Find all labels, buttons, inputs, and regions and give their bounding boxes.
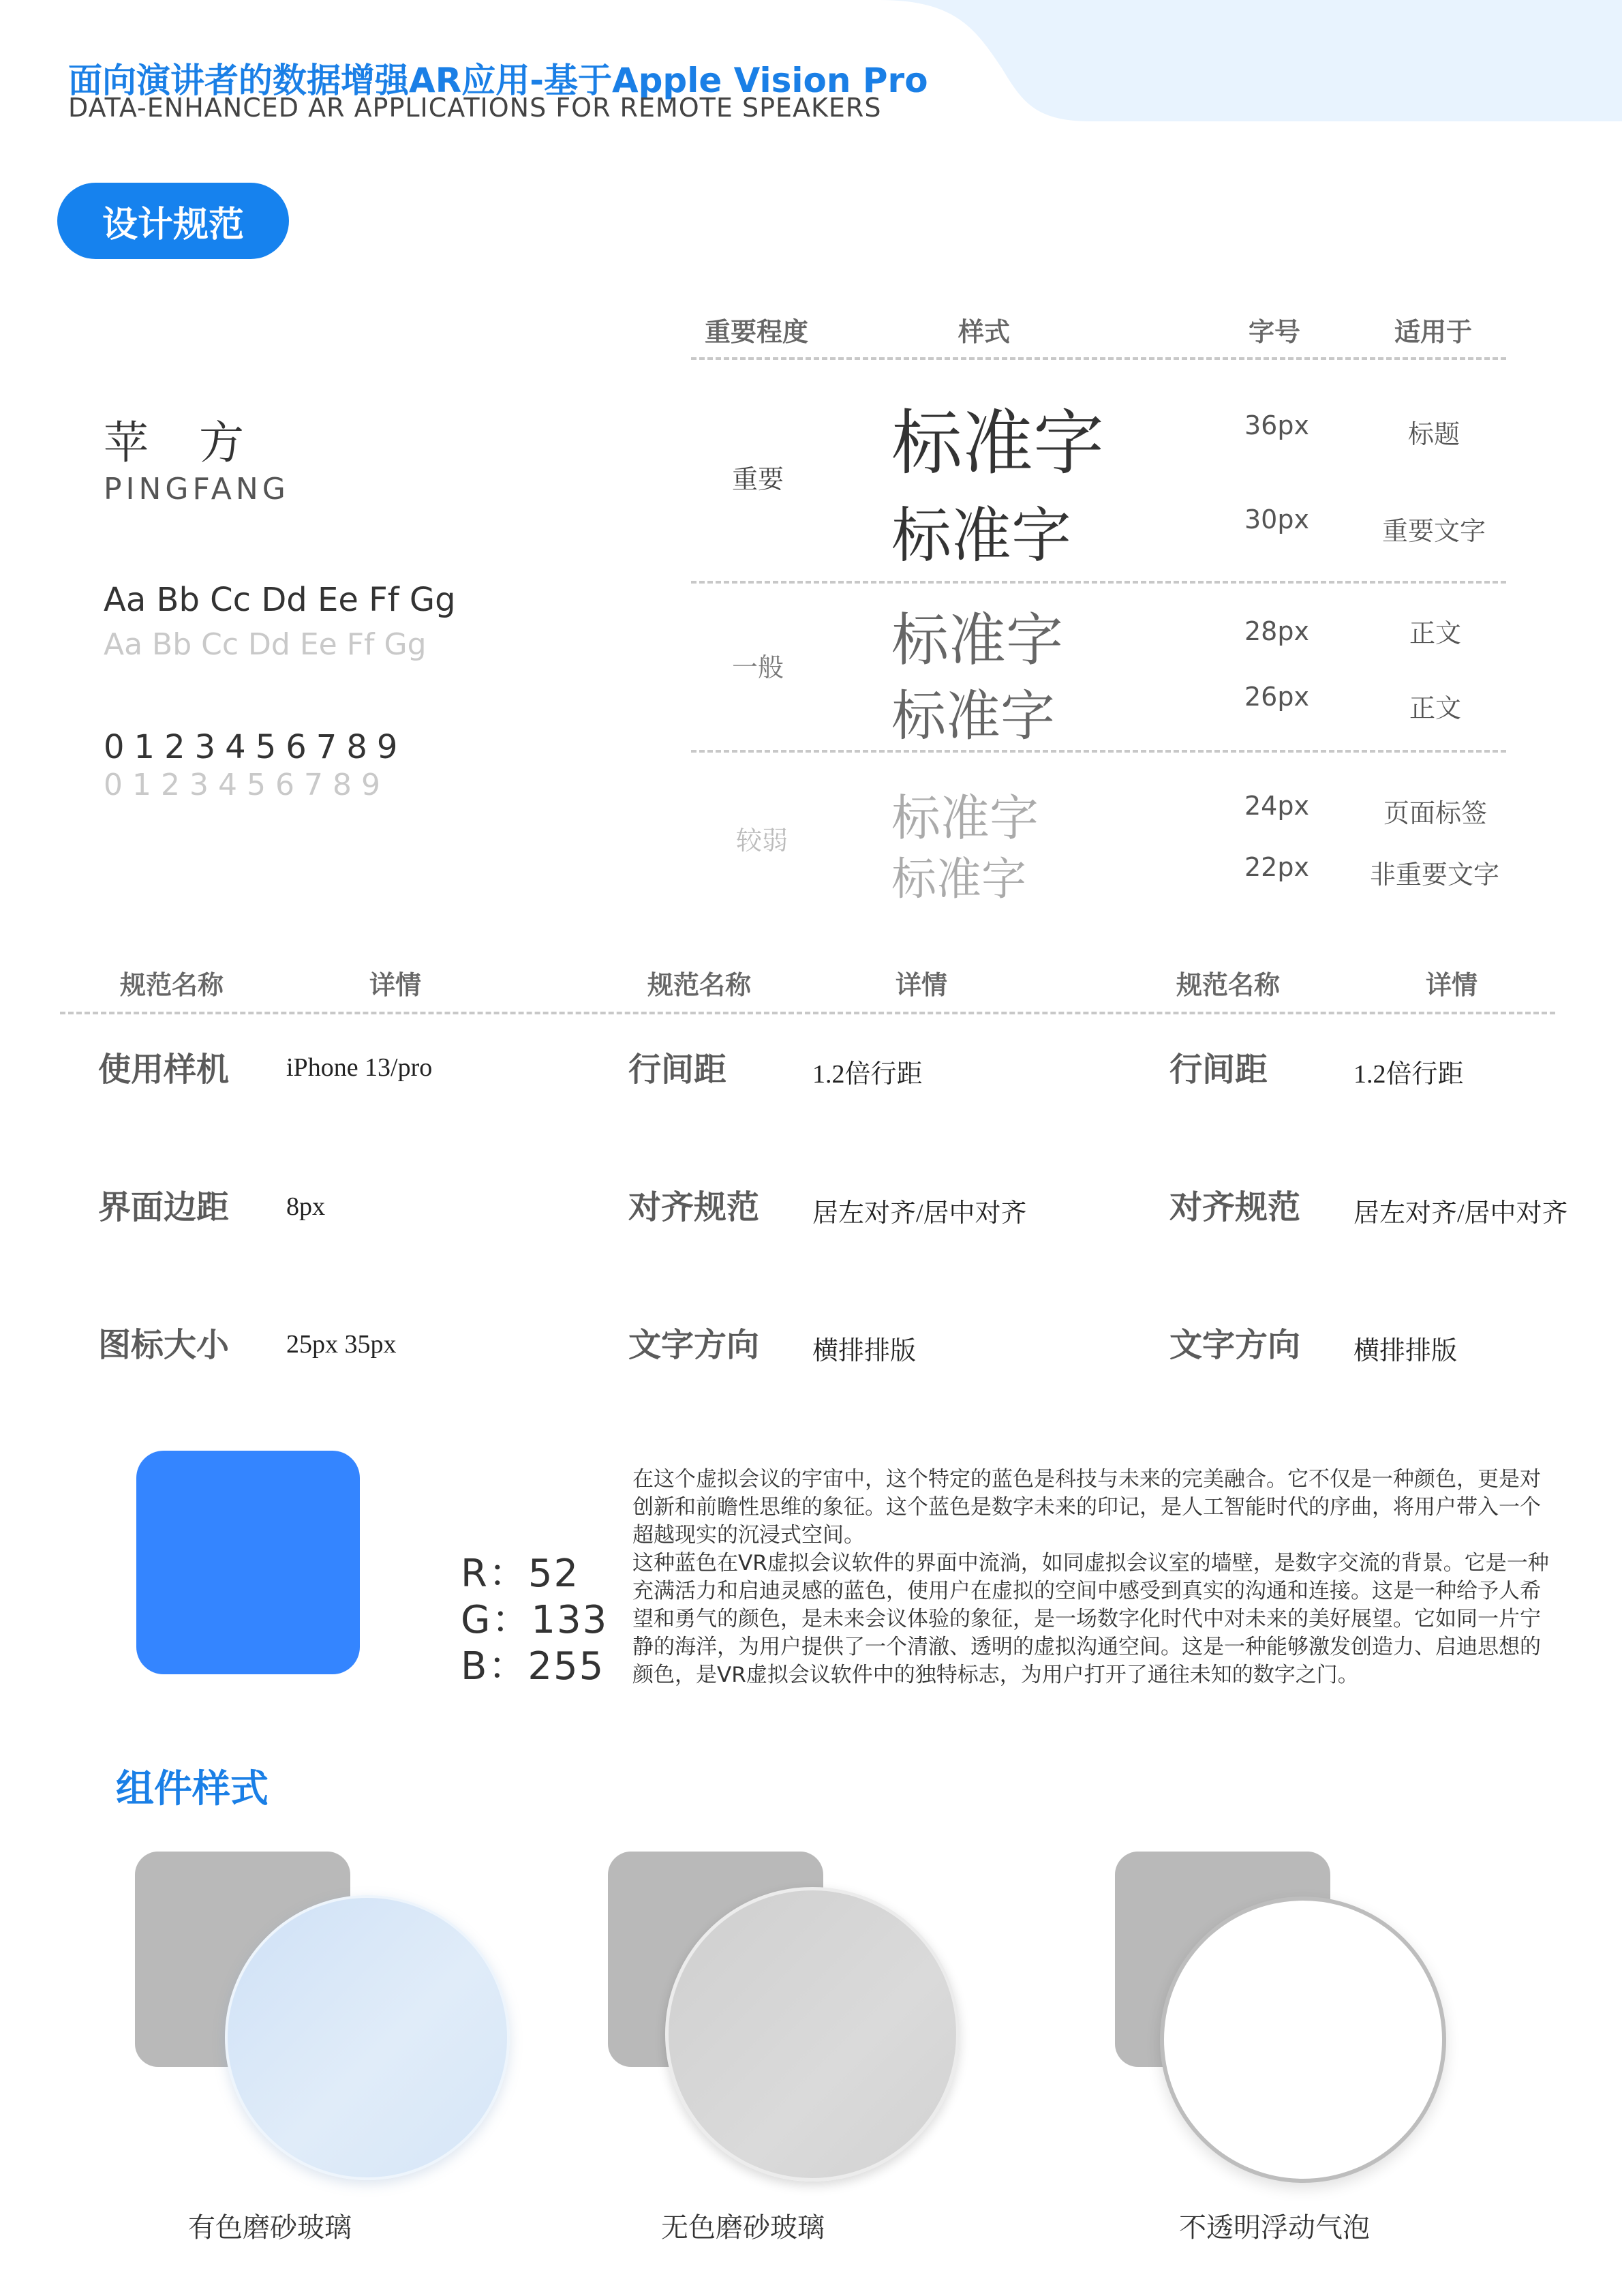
color-description-2: 这种蓝色在VR虚拟会议软件的界面中流淌，如同虚拟会议室的墙壁，是数字交流的背景。它是一种充满活力和启迪灵感的蓝色，使用户在虚拟的空间中感受到真实的沟通和连接。这是一种给予人希望和勇气的颜色，是未来会议体验的象征，是一场数字化时代中对未来的美好展望。它如同一片宁静的海洋，为用户提供了一个清澈、透明的虚拟沟通空间。这是一种能够激发创造力、启迪思想的颜色，是VR虚拟会议软件中的独特标志，为用户打开了通往未知的数字之门。 bbox=[632, 1551, 1549, 1687]
size-30: 30px bbox=[1244, 504, 1309, 534]
spec-name: 图标大小 bbox=[98, 1326, 230, 1364]
alphabet-sample-light: Aa Bb Cc Dd Ee Ff Gg bbox=[104, 627, 427, 662]
use-28: 正文 bbox=[1409, 618, 1462, 648]
spec-name: 使用样机 bbox=[98, 1051, 230, 1089]
spec-name: 界面边距 bbox=[98, 1188, 230, 1226]
use-24: 页面标签 bbox=[1383, 798, 1488, 828]
size-22: 22px bbox=[1244, 852, 1309, 882]
use-36: 标题 bbox=[1408, 419, 1460, 449]
type-divider bbox=[691, 750, 1506, 753]
spec-header-detail-2: 详情 bbox=[896, 970, 948, 1000]
spec-name: 行间距 bbox=[1169, 1051, 1268, 1089]
design-spec-badge: 设计规范 bbox=[57, 183, 289, 259]
sample-36: 标准字 bbox=[891, 402, 1105, 485]
level-important: 重要 bbox=[732, 464, 784, 494]
spec-name: 文字方向 bbox=[628, 1326, 760, 1364]
rgb-blue: B：255 bbox=[461, 1644, 605, 1689]
use-26: 正文 bbox=[1409, 693, 1462, 723]
spec-name: 对齐规范 bbox=[1169, 1188, 1301, 1226]
page-title: 面向演讲者的数据增强AR应用-基于Apple Vision Pro bbox=[68, 61, 928, 100]
sample-22: 标准字 bbox=[891, 853, 1026, 905]
sample-26: 标准字 bbox=[891, 684, 1055, 748]
clear-frosted-glass-circle bbox=[665, 1887, 960, 2181]
use-22: 非重要文字 bbox=[1370, 860, 1500, 890]
spec-name: 对齐规范 bbox=[628, 1188, 760, 1226]
spec-detail: 横排排版 bbox=[812, 1337, 917, 1365]
sample-28: 标准字 bbox=[891, 607, 1064, 674]
type-divider bbox=[691, 581, 1506, 584]
size-36: 36px bbox=[1244, 410, 1309, 440]
use-30: 重要文字 bbox=[1382, 516, 1486, 546]
spec-detail: 横排排版 bbox=[1353, 1337, 1458, 1365]
type-header-importance: 重要程度 bbox=[705, 317, 809, 347]
spec-detail: 8px bbox=[286, 1192, 325, 1221]
color-description-1: 在这个虚拟会议的宇宙中，这个特定的蓝色是科技与未来的完美融合。它不仅是一种颜色，更是对创新和前瞻性思维的象征。这个蓝色是数字未来的印记，是人工智能时代的序曲，将用户带入一个超越现实的沉浸式空间。 bbox=[632, 1467, 1541, 1547]
component-label-opaque: 不透明浮动气泡 bbox=[1179, 2212, 1370, 2244]
spec-name: 行间距 bbox=[628, 1051, 727, 1089]
spec-header-detail-1: 详情 bbox=[369, 970, 422, 1000]
type-divider bbox=[691, 357, 1506, 360]
type-header-usage: 适用于 bbox=[1394, 317, 1473, 347]
spec-header-name-2: 规范名称 bbox=[647, 970, 752, 1000]
spec-detail: iPhone 13/pro bbox=[286, 1053, 433, 1082]
sample-24: 标准字 bbox=[891, 789, 1039, 847]
spec-detail: 1.2倍行距 bbox=[812, 1060, 923, 1089]
size-28: 28px bbox=[1244, 616, 1309, 646]
spec-header-name-3: 规范名称 bbox=[1176, 970, 1281, 1000]
spec-detail: 居左对齐/居中对齐 bbox=[812, 1199, 1027, 1228]
type-header-size: 字号 bbox=[1249, 317, 1301, 347]
spec-header-detail-3: 详情 bbox=[1426, 970, 1478, 1000]
component-label-clear: 无色磨砂玻璃 bbox=[661, 2212, 825, 2244]
rgb-red: R：52 bbox=[461, 1552, 580, 1596]
component-label-tinted: 有色磨砂玻璃 bbox=[188, 2212, 352, 2244]
opaque-floating-bubble-circle bbox=[1160, 1897, 1446, 2183]
level-normal: 一般 bbox=[732, 652, 784, 682]
digits-sample: 0123456789 bbox=[104, 728, 408, 766]
spec-name: 文字方向 bbox=[1169, 1326, 1301, 1364]
font-name-en: PINGFANG bbox=[104, 472, 290, 507]
spec-detail: 25px 35px bbox=[286, 1330, 397, 1359]
digits-sample-light: 0123456789 bbox=[104, 768, 390, 802]
font-name-cn: 苹方 bbox=[104, 417, 294, 469]
rgb-green: G：133 bbox=[461, 1598, 609, 1642]
spec-header-name-1: 规范名称 bbox=[120, 970, 224, 1000]
page-subtitle: DATA-ENHANCED AR APPLICATIONS FOR REMOTE SPEAKERS bbox=[68, 93, 882, 123]
spec-detail: 1.2倍行距 bbox=[1353, 1060, 1464, 1089]
color-swatch bbox=[136, 1451, 360, 1674]
spec-detail: 居左对齐/居中对齐 bbox=[1353, 1199, 1568, 1228]
alphabet-sample: Aa Bb Cc Dd Ee Ff Gg bbox=[104, 581, 456, 619]
type-header-style: 样式 bbox=[958, 317, 1011, 347]
spec-divider bbox=[60, 1012, 1555, 1014]
sample-30: 标准字 bbox=[891, 500, 1072, 571]
size-24: 24px bbox=[1244, 791, 1309, 821]
components-title: 组件样式 bbox=[116, 1767, 269, 1811]
size-26: 26px bbox=[1244, 682, 1309, 712]
level-weak: 较弱 bbox=[736, 826, 789, 856]
tinted-frosted-glass-circle bbox=[225, 1895, 510, 2180]
color-description bbox=[632, 1466, 1559, 1689]
